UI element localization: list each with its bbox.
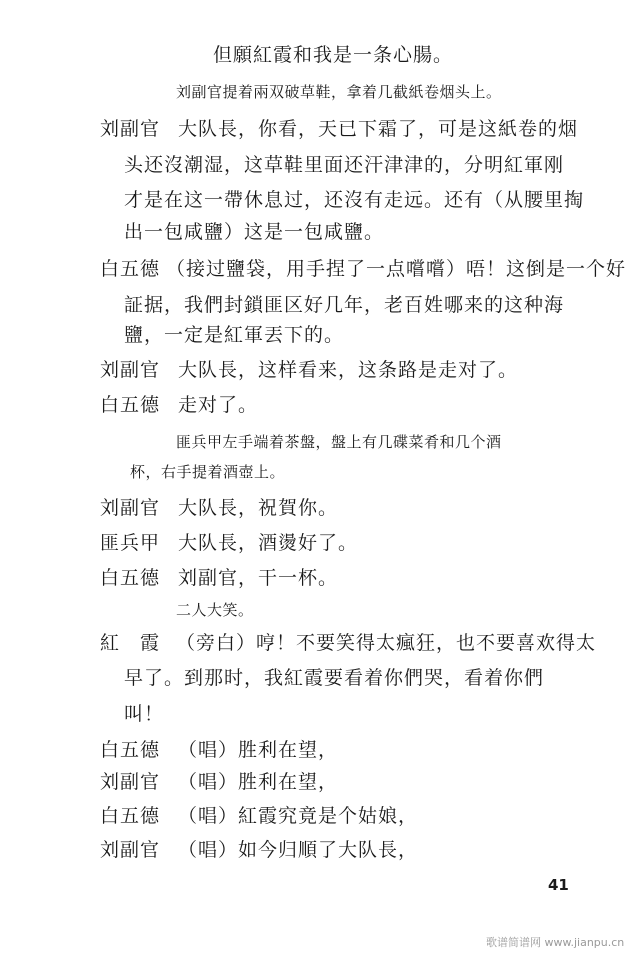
dialogue-line: 証据，我們封鎖匪区好几年，老百姓哪来的这种海 <box>124 294 565 316</box>
dialogue-line: （接过鹽袋，用手捏了一点嚐嚐）唔！这倒是一个好 <box>166 258 627 280</box>
speaker-label: 刘副官 <box>100 359 161 381</box>
dialogue-line: 出一包咸鹽）这是一包咸鹽。 <box>124 221 385 243</box>
speaker-label: 白五德 <box>100 567 161 589</box>
dialogue-line: 头还沒潮湿，这草鞋里面还汗津津的，分明紅軍刚 <box>124 154 565 176</box>
dialogue-line: （唱）紅霞究竟是个姑娘， <box>178 805 419 827</box>
dialogue-line: 大队長，祝賀你。 <box>178 497 339 519</box>
dialogue-line: 大队長，这样看来，这条路是走对了。 <box>178 359 519 381</box>
speaker-label: 刘副官 <box>100 839 161 861</box>
speaker-label: 白五德 <box>100 258 161 280</box>
speaker-label: 紅 霞 <box>100 632 161 654</box>
dialogue-line: 早了。到那时，我紅霞要看着你們哭，看着你們 <box>124 667 545 689</box>
dialogue-line: 大队長，酒燙好了。 <box>178 532 359 554</box>
dialogue-line: 大队長，你看，天已下霜了，可是这紙卷的烟 <box>178 118 579 140</box>
speaker-label: 白五德 <box>100 805 161 827</box>
dialogue-line: 才是在这一帶休息过，还沒有走远。还有（从腰里掏 <box>124 189 585 211</box>
dialogue-line: （唱）胜利在望， <box>178 739 339 761</box>
speaker-label: 白五德 <box>100 739 161 761</box>
dialogue-line: （旁白）哼！不要笑得太瘋狂，也不要喜欢得太 <box>176 632 597 654</box>
stage-direction: 杯，右手提着酒壺上。 <box>130 463 286 481</box>
dialogue-line: （唱）如今归順了大队長， <box>178 839 419 861</box>
speaker-label: 刘副官 <box>100 771 161 793</box>
speaker-label: 白五德 <box>100 394 161 416</box>
stage-direction: 刘副官提着兩双破草鞋，拿着几截紙卷烟头上。 <box>176 83 502 101</box>
watermark-text: 歌谱简谱网 www.jianpu.cn <box>486 936 625 949</box>
dialogue-line: 鹽，一定是紅軍丟下的。 <box>124 324 345 346</box>
verse-line: 但願紅霞和我是一条心腸。 <box>213 44 454 66</box>
dialogue-line: 走对了。 <box>178 394 259 416</box>
speaker-label: 刘副官 <box>100 118 161 140</box>
dialogue-line: （唱）胜利在望， <box>178 771 339 793</box>
dialogue-line: 叫！ <box>124 703 165 725</box>
dialogue-line: 刘副官，干一杯。 <box>178 567 339 589</box>
page-number: 41 <box>548 876 569 894</box>
stage-direction: 二人大笑。 <box>176 601 254 619</box>
speaker-label: 刘副官 <box>100 497 161 519</box>
stage-direction: 匪兵甲左手端着茶盤，盤上有几碟菜肴和几个酒 <box>176 433 502 451</box>
speaker-label: 匪兵甲 <box>100 532 161 554</box>
